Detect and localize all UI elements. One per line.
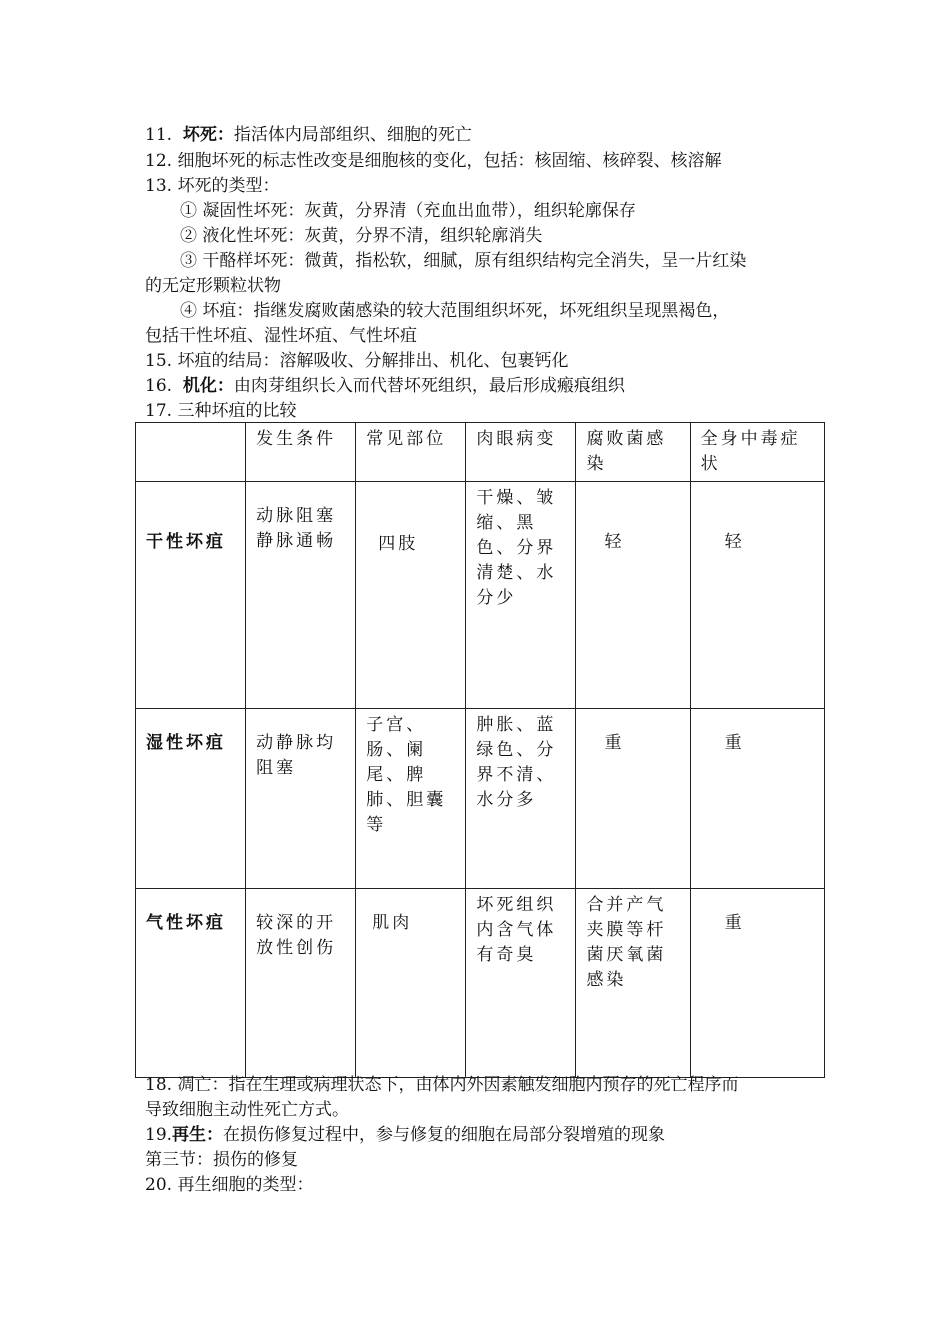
table-cell: 四肢 bbox=[356, 482, 466, 709]
necrosis-type-3: ③ 干酪样坏死：微黄，指松软，细腻，原有组织结构完全消失，呈一片红染 bbox=[180, 251, 747, 271]
item-11 bbox=[145, 123, 472, 147]
header-cell: 腐败菌感染 bbox=[576, 423, 690, 482]
table-cell: 动静脉均阻塞 bbox=[246, 709, 356, 889]
item-13: 13. 坏死的类型： bbox=[145, 176, 280, 196]
header-cell bbox=[136, 423, 246, 482]
table-cell: 重 bbox=[690, 889, 824, 1078]
item-16-number: 16. bbox=[145, 376, 173, 396]
header-cell: 发生条件 bbox=[246, 423, 356, 482]
item-18: 18. 凋亡：指在生理或病理状态下，由体内外因素触发细胞内预存的死亡程序而 bbox=[145, 1075, 739, 1095]
item-11-term: 坏死： bbox=[182, 125, 234, 145]
table-cell: 坏死组织内含气体有奇臭 bbox=[466, 889, 576, 1078]
row-label: 干性坏疽 bbox=[136, 482, 246, 709]
item-18-cont: 导致细胞主动性死亡方式。 bbox=[145, 1100, 349, 1120]
item-19-number: 19. bbox=[145, 1125, 173, 1145]
necrosis-type-2: ② 液化性坏死：灰黄，分界不清，组织轮廓消失 bbox=[180, 226, 543, 246]
header-cell: 全身中毒症状 bbox=[690, 423, 824, 482]
item-11-text: 指活体内局部组织、细胞的死亡 bbox=[233, 125, 472, 145]
table-cell: 动脉阻塞静脉通畅 bbox=[246, 482, 356, 709]
header-cell: 肉眼病变 bbox=[466, 423, 576, 482]
item-20: 20. 再生细胞的类型： bbox=[145, 1175, 314, 1195]
table-cell: 轻 bbox=[576, 482, 690, 709]
necrosis-type-3-cont: 的无定形颗粒状物 bbox=[145, 276, 281, 296]
section-3-title: 第三节：损伤的修复 bbox=[145, 1150, 298, 1170]
necrosis-type-4: ④ 坏疽：指继发腐败菌感染的较大范围组织坏死，坏死组织呈现黑褐色， bbox=[180, 301, 730, 321]
table-row bbox=[136, 709, 825, 889]
item-19-term: 再生： bbox=[172, 1125, 224, 1145]
necrosis-type-1: ① 凝固性坏死：灰黄，分界清（充血出血带），组织轮廓保存 bbox=[180, 201, 636, 221]
item-15: 15. 坏疽的结局：溶解吸收、分解排出、机化、包裹钙化 bbox=[145, 351, 569, 371]
table-cell: 干燥、皱缩、黑色、分界清楚、水分少 bbox=[466, 482, 576, 709]
table-cell: 合并产气夹膜等杆菌厌氧菌感染 bbox=[576, 889, 690, 1078]
item-16 bbox=[145, 374, 625, 398]
table-row bbox=[136, 482, 825, 709]
header-cell: 常见部位 bbox=[356, 423, 466, 482]
table-cell: 轻 bbox=[690, 482, 824, 709]
table-cell: 重 bbox=[576, 709, 690, 889]
row-label: 湿性坏疽 bbox=[136, 709, 246, 889]
item-17: 17. 三种坏疽的比较 bbox=[145, 401, 297, 421]
gangrene-comparison-table bbox=[135, 422, 825, 1078]
item-12: 12. 细胞坏死的标志性改变是细胞核的变化，包括：核固缩、核碎裂、核溶解 bbox=[145, 151, 722, 171]
item-19-text: 在损伤修复过程中，参与修复的细胞在局部分裂增殖的现象 bbox=[223, 1125, 666, 1145]
table-cell: 重 bbox=[690, 709, 824, 889]
table-cell: 肿胀、蓝绿色、分界不清、水分多 bbox=[466, 709, 576, 889]
row-label: 气性坏疽 bbox=[136, 889, 246, 1078]
table-cell: 子宫、肠、阑尾、脾肺、胆囊等 bbox=[356, 709, 466, 889]
item-11-number: 11. bbox=[145, 125, 173, 145]
table-cell: 较深的开放性创伤 bbox=[246, 889, 356, 1078]
table-header-row bbox=[136, 423, 825, 482]
necrosis-type-4-cont: 包括干性坏疽、湿性坏疽、气性坏疽 bbox=[145, 326, 417, 346]
table-row bbox=[136, 889, 825, 1078]
item-16-term: 机化： bbox=[182, 376, 234, 396]
item-19 bbox=[145, 1123, 665, 1147]
item-16-text: 由肉芽组织长入而代替坏死组织，最后形成瘢痕组织 bbox=[233, 376, 625, 396]
table-cell: 肌肉 bbox=[356, 889, 466, 1078]
